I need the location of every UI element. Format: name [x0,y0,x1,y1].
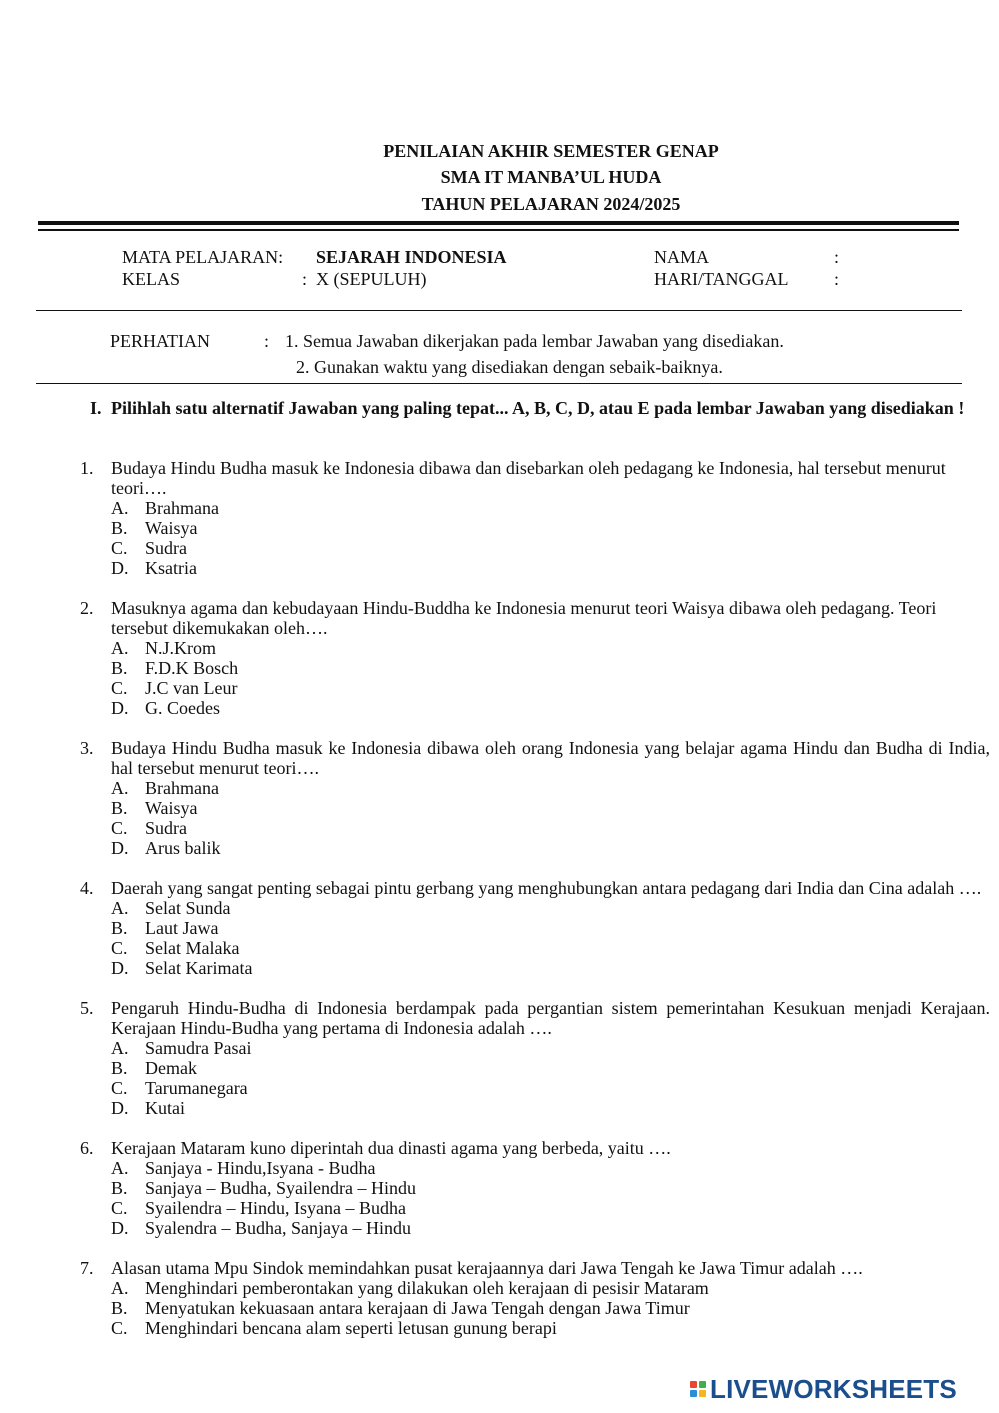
exam-title: PENILAIAN AKHIR SEMESTER GENAP [383,141,719,161]
option-letter: A. [111,638,129,658]
option-c[interactable] [111,538,990,558]
option-c[interactable] [111,1078,990,1098]
option-letter: D. [111,698,129,718]
option-letter: B. [111,518,128,538]
question-3 [80,738,990,858]
option-b[interactable] [111,1058,990,1078]
option-a[interactable] [111,1038,990,1058]
logo-mark-square [699,1390,706,1397]
name-separator: : [834,247,840,267]
option-letter: B. [111,1298,128,1318]
question-list [80,458,990,1358]
option-letter: D. [111,958,129,978]
class-value: X (SEPULUH) [316,269,427,289]
question-text: Masuknya agama dan kebudayaan Hindu-Buddha ke Indonesia menurut teori Waisya dibawa oleh pedagang. Teori tersebut dikemukakan oleh…. [111,598,937,638]
option-text: Sudra [145,538,187,558]
option-letter: A. [111,1038,129,1058]
question-text: Daerah yang sangat penting sebagai pintu gerbang yang menghubungkan antara pedagang dari India dan Cina adalah …. [111,878,982,898]
option-b[interactable] [111,1298,990,1318]
option-letter: D. [111,1218,129,1238]
header-rule-thin [38,229,959,231]
option-a[interactable] [111,498,990,518]
question-5 [80,998,990,1118]
date-separator: : [834,269,840,289]
option-b[interactable] [111,518,990,538]
subject-label: MATA PELAJARAN: [122,247,284,267]
option-text: Waisya [145,798,198,818]
name-label: NAMA [654,247,710,267]
question-number: 3. [80,738,94,758]
option-text: Ksatria [145,558,197,578]
option-letter: C. [111,1198,128,1218]
question-number: 6. [80,1138,94,1158]
section-instruction [90,398,970,418]
date-label: HARI/TANGGAL [654,269,789,289]
section-text: Pilihlah satu alternatif Jawaban yang paling tepat... A, B, C, D, atau E pada lembar Jawaban yang disediakan ! [111,398,965,418]
question-number: 7. [80,1258,94,1278]
option-c[interactable] [111,678,990,698]
question-text: Budaya Hindu Budha masuk ke Indonesia dibawa oleh orang Indonesia yang belajar agama Hindu dan Budha di India, hal tersebut menurut teori…. [111,738,990,778]
option-letter: A. [111,778,129,798]
question-text: Alasan utama Mpu Sindok memindahkan pusat kerajaannya dari Jawa Tengah ke Jawa Timur adalah …. [111,1258,863,1278]
option-letter: C. [111,1318,128,1338]
section-number: I. [90,398,102,418]
option-a[interactable] [111,898,990,918]
option-text: Laut Jawa [145,918,219,938]
option-letter: B. [111,918,128,938]
option-letter: A. [111,898,129,918]
logo-mark-square [690,1381,697,1388]
info-rule [36,310,962,311]
option-text: Kutai [145,1098,185,1118]
option-text: Tarumanegara [145,1078,248,1098]
option-text: G. Coedes [145,698,220,718]
option-d[interactable] [111,1098,990,1118]
logo-mark-square [699,1381,706,1388]
option-text: Samudra Pasai [145,1038,252,1058]
option-letter: A. [111,1278,129,1298]
option-text: Selat Karimata [145,958,253,978]
option-text: Menghindari pemberontakan yang dilakukan oleh kerajaan di pesisir Mataram [145,1278,709,1298]
notice-separator: : [264,331,270,351]
option-d[interactable] [111,698,990,718]
option-text: F.D.K Bosch [145,658,239,678]
option-c[interactable] [111,938,990,958]
question-number: 1. [80,458,94,478]
option-text: Sudra [145,818,187,838]
option-d[interactable] [111,958,990,978]
question-text: Budaya Hindu Budha masuk ke Indonesia dibawa dan disebarkan oleh pedagang ke Indonesia, hal tersebut menurut teori…. [111,458,946,498]
question-number: 2. [80,598,94,618]
class-separator: : [302,269,308,289]
liveworksheets-logo[interactable] [690,1375,957,1403]
option-d[interactable] [111,558,990,578]
option-letter: C. [111,538,128,558]
option-text: Syailendra – Hindu, Isyana – Budha [145,1198,406,1218]
option-text: Selat Sunda [145,898,231,918]
option-d[interactable] [111,838,990,858]
option-letter: A. [111,1158,129,1178]
option-c[interactable] [111,818,990,838]
option-a[interactable] [111,1158,990,1178]
option-text: Sanjaya – Budha, Syailendra – Hindu [145,1178,416,1198]
question-number: 4. [80,878,94,898]
question-7 [80,1258,990,1338]
option-text: Menyatukan kekuasaan antara kerajaan di Jawa Tengah dengan Jawa Timur [145,1298,690,1318]
option-letter: D. [111,1098,129,1118]
option-text: Demak [145,1058,197,1078]
option-letter: C. [111,938,128,958]
option-letter: B. [111,1058,128,1078]
option-text: Waisya [145,518,198,538]
header-rule-thick [38,221,959,225]
question-1 [80,458,990,578]
option-letter: D. [111,838,129,858]
option-text: Selat Malaka [145,938,240,958]
option-c[interactable] [111,1198,990,1218]
logo-text: LIVEWORKSHEETS [710,1374,957,1404]
question-text: Pengaruh Hindu-Budha di Indonesia berdampak pada pergantian sistem pemerintahan Kesukuan menjadi Kerajaan. Kerajaan Hindu-Budha yang pertama di Indonesia adalah …. [111,998,990,1038]
option-b[interactable] [111,798,990,818]
option-c[interactable] [111,1318,990,1338]
logo-mark-square [690,1390,697,1397]
option-letter: C. [111,818,128,838]
option-letter: C. [111,1078,128,1098]
question-text: Kerajaan Mataram kuno diperintah dua dinasti agama yang berbeda, yaitu …. [111,1138,671,1158]
option-text: Arus balik [145,838,221,858]
class-label: KELAS [122,269,180,289]
option-letter: B. [111,798,128,818]
notice-item-1: 1. Semua Jawaban dikerjakan pada lembar Jawaban yang disediakan. [285,331,784,351]
option-d[interactable] [111,1218,990,1238]
option-text: Sanjaya - Hindu,Isyana - Budha [145,1158,376,1178]
option-a[interactable] [111,638,990,658]
question-4 [80,878,990,978]
school-name: SMA IT MANBA’UL HUDA [440,167,662,187]
notice-rule [36,383,962,384]
option-a[interactable] [111,778,990,798]
option-text: J.C van Leur [145,678,238,698]
option-text: Brahmana [145,778,219,798]
option-a[interactable] [111,1278,990,1298]
option-text: Syalendra – Budha, Sanjaya – Hindu [145,1218,411,1238]
question-6 [80,1138,990,1238]
option-letter: B. [111,1178,128,1198]
question-number: 5. [80,998,94,1018]
option-letter: C. [111,678,128,698]
option-letter: A. [111,498,129,518]
option-letter: B. [111,658,128,678]
option-text: N.J.Krom [145,638,216,658]
question-2 [80,598,990,718]
option-b[interactable] [111,1178,990,1198]
option-text: Brahmana [145,498,219,518]
logo-mark-icon [690,1381,706,1397]
option-letter: D. [111,558,129,578]
option-text: Menghindari bencana alam seperti letusan gunung berapi [145,1318,557,1338]
notice-item-2: 2. Gunakan waktu yang disediakan dengan sebaik-baiknya. [296,357,723,377]
option-b[interactable] [111,918,990,938]
notice-label: PERHATIAN [110,331,211,351]
subject-value: SEJARAH INDONESIA [316,247,507,267]
academic-year: TAHUN PELAJARAN 2024/2025 [421,194,681,214]
option-b[interactable] [111,658,990,678]
